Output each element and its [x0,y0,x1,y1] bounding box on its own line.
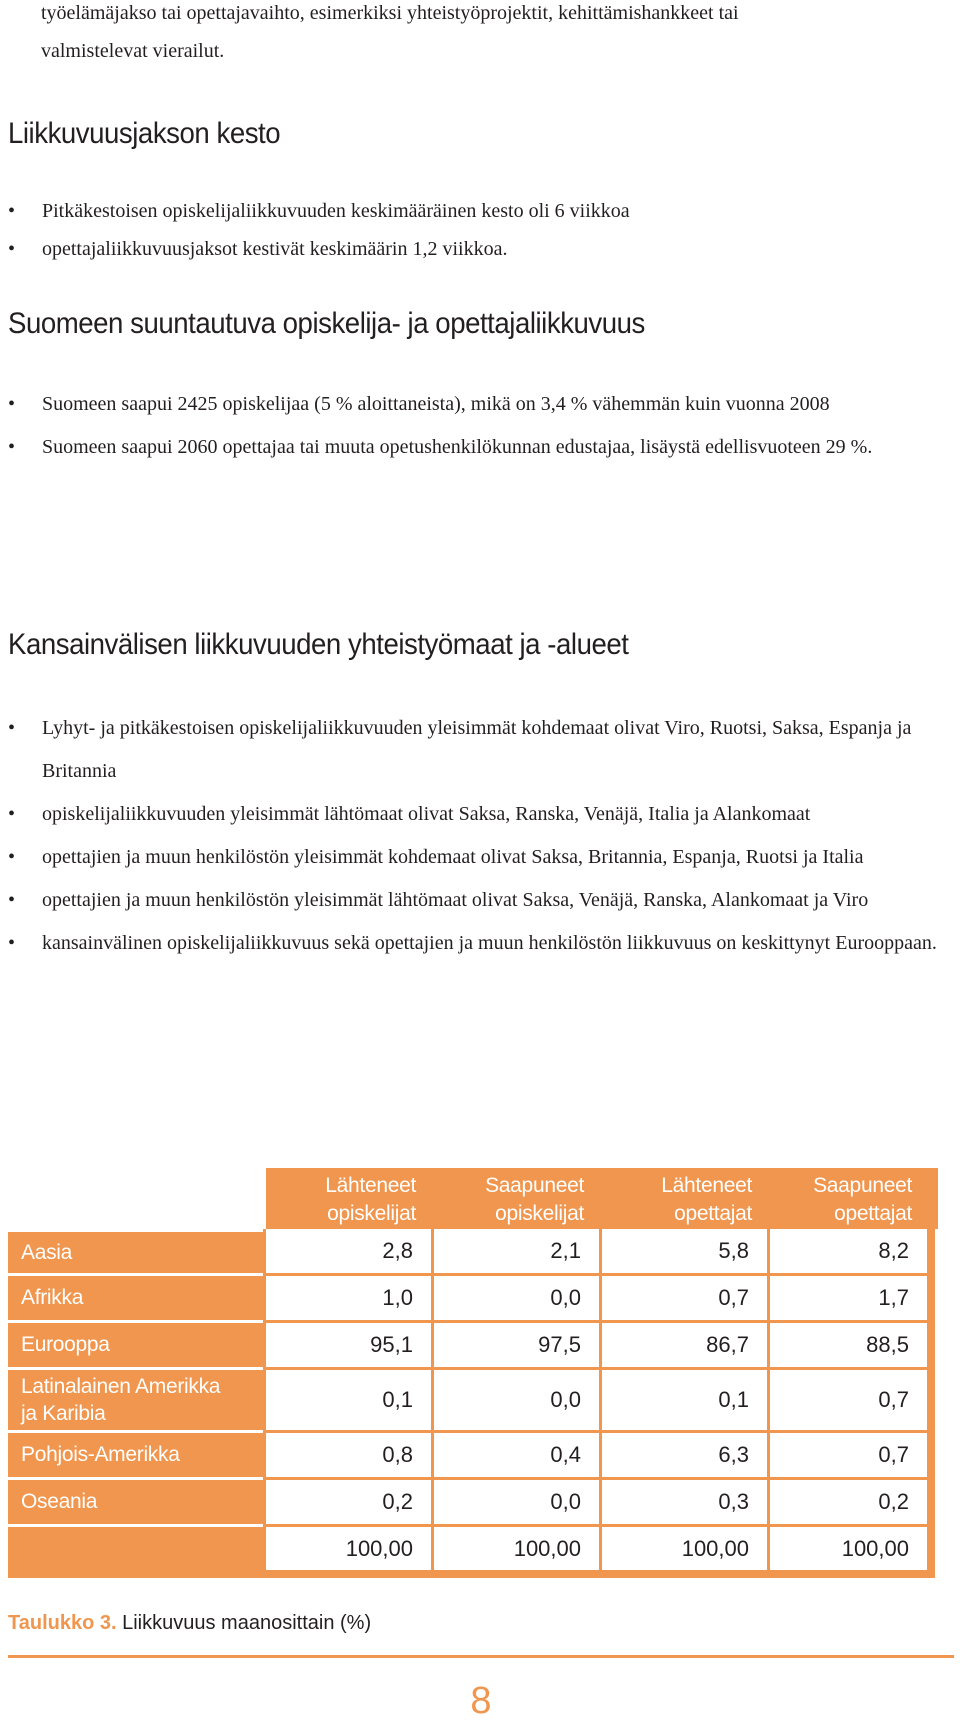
bullet-glyph: • [8,436,16,458]
table-total-row [8,1527,952,1578]
table-row [8,1370,952,1433]
table-cell: 0,7 [599,1276,767,1323]
table-cell: 100,00 [431,1527,599,1578]
partner-bullet-list [8,707,938,965]
table-cell: 0,1 [599,1370,767,1433]
bullet-glyph: • [8,717,16,739]
bullet-glyph: • [8,200,16,222]
bullet-glyph: • [8,803,16,825]
table-cell: 0,0 [431,1276,599,1323]
bullet-glyph: • [8,932,16,954]
row-label: Afrikka [8,1276,263,1323]
table-cell: 0,7 [767,1370,935,1433]
table-cell: 0,8 [263,1433,431,1480]
bullet-glyph: • [8,846,16,868]
section-heading-partner-countries: Kansainvälisen liikkuvuuden yhteistyömaat ja -alueet [8,628,629,661]
bullet-glyph: • [8,393,16,415]
table-cell: 0,2 [263,1480,431,1527]
table-cell: 0,0 [431,1370,599,1433]
page-number: 8 [470,1680,492,1722]
list-item: • opettajien ja muun henkilöstön yleisimmät kohdemaat olivat Saksa, Britannia, Espanja, Ruotsi ja Italia [8,836,938,879]
table-row [8,1229,952,1276]
table-cell: 100,00 [263,1527,431,1578]
row-label: Pohjois-Amerikka [8,1433,263,1480]
table-row [8,1480,952,1527]
row-label: Latinalainen Amerikka ja Karibia [8,1370,263,1433]
bullet-glyph: • [8,889,16,911]
table-cell: 86,7 [599,1323,767,1370]
table-cell: 0,2 [767,1480,935,1527]
list-item: • kansainvälinen opiskelijaliikkuvuus sekä opettajien ja muun henkilöstön liikkuvuus on keskittynyt Eurooppaan. [8,922,938,965]
table-cell: 100,00 [599,1527,767,1578]
list-item: • opettajaliikkuvuusjaksot kestivät keskimäärin 1,2 viikkoa. [8,228,952,271]
list-item: • opettajien ja muun henkilöstön yleisimmät lähtömaat olivat Saksa, Venäjä, Ranska, Alankomaat ja Viro [8,879,938,922]
table-row [8,1323,952,1370]
duration-bullet-list [8,190,952,271]
caption-label: Taulukko 3. [8,1612,117,1634]
table-cell: 95,1 [263,1323,431,1370]
table-caption [8,1612,371,1635]
table-cell: 88,5 [767,1323,935,1370]
section-heading-duration: Liikkuvuusjakson kesto [8,117,281,150]
table-header-departed-teachers: Lähteneet opettajat [602,1168,770,1229]
list-item: • opiskelijaliikkuvuuden yleisimmät lähtömaat olivat Saksa, Ranska, Venäjä, Italia ja Alankomaat [8,793,938,836]
caption-text: Liikkuvuus maanosittain (%) [122,1612,372,1634]
row-label: Aasia [8,1229,263,1276]
table-cell: 5,8 [599,1229,767,1276]
table-header-departed-students: Lähteneet opiskelijat [266,1168,434,1229]
list-item: • Lyhyt- ja pitkäkestoisen opiskelijaliikkuvuuden yleisimmät kohdemaat olivat Viro, Ruotsi, Saksa, Espanja ja Britannia [8,707,938,793]
list-item: • Suomeen saapui 2425 opiskelijaa (5 % aloittaneista), mikä on 3,4 % vähemmän kuin vuonna 2008 [8,383,920,426]
bullet-glyph: • [8,238,16,260]
table-row [8,1433,952,1480]
table-cell: 2,1 [431,1229,599,1276]
table-cell: 0,7 [767,1433,935,1480]
row-label [8,1527,263,1578]
table-cell: 0,1 [263,1370,431,1433]
mobility-by-continent-table [8,1168,952,1578]
row-label: Oseania [8,1480,263,1527]
footer-rule [8,1655,954,1658]
row-label: Eurooppa [8,1323,263,1370]
section-heading-incoming-mobility: Suomeen suuntautuva opiskelija- ja opettajaliikkuvuus [8,307,645,340]
intro-line-1: työelämäjakso tai opettajavaihto, esimerkiksi yhteistyöprojektit, kehittämishankkeet tai [41,2,739,24]
table-cell: 1,0 [263,1276,431,1323]
table-row [8,1276,952,1323]
table-cell: 0,4 [431,1433,599,1480]
table-cell: 97,5 [431,1323,599,1370]
list-item: • Suomeen saapui 2060 opettajaa tai muuta opetushenkilökunnan edustajaa, lisäystä edellisvuoteen 29 %. [8,426,920,469]
table-cell: 8,2 [767,1229,935,1276]
table-header-arrived-teachers: Saapuneet opettajat [770,1168,938,1229]
list-item: • Pitkäkestoisen opiskelijaliikkuvuuden keskimääräinen kesto oli 6 viikkoa [8,190,952,233]
table-cell: 100,00 [767,1527,935,1578]
intro-line-2: valmistelevat vierailut. [41,40,225,62]
table-cell: 0,3 [599,1480,767,1527]
incoming-bullet-list [8,383,920,469]
table-cell: 1,7 [767,1276,935,1323]
table-header-blank [8,1168,266,1229]
table-cell: 2,8 [263,1229,431,1276]
table-cell: 0,0 [431,1480,599,1527]
table-cell: 6,3 [599,1433,767,1480]
table-header-row [8,1168,952,1229]
table-header-arrived-students: Saapuneet opiskelijat [434,1168,602,1229]
